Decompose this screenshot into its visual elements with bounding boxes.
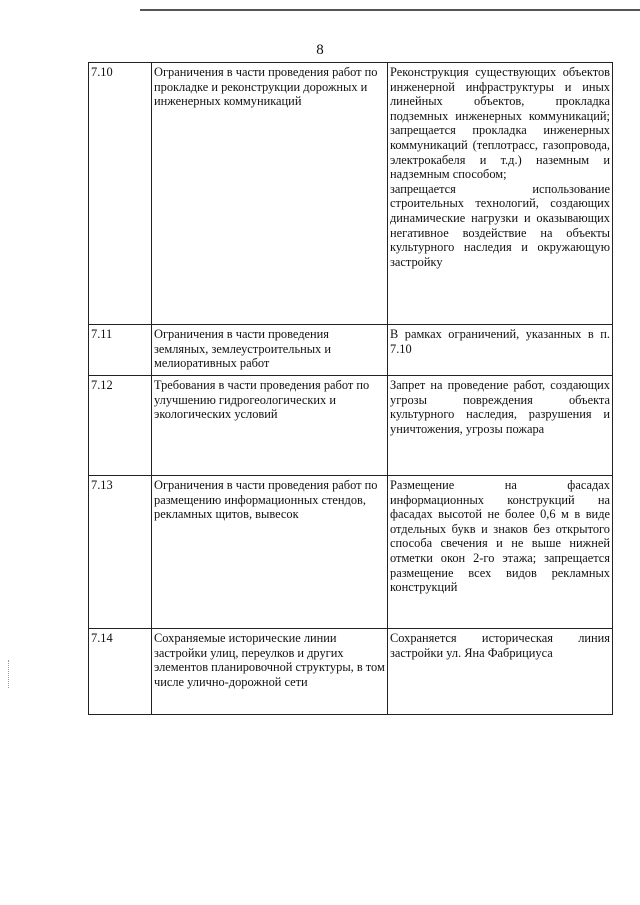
row-number: 7.12	[89, 376, 152, 476]
row-description	[388, 325, 613, 376]
description-paragraph: В рамках ограничений, указанных в п. 7.10	[390, 327, 610, 356]
description-paragraph: Запрет на проведение работ, создающих угрозы повреждения объекта культурного наследия, разрушения и уничтожения, угрозы пожара	[390, 378, 610, 436]
row-title: Ограничения в части проведения работ по прокладке и реконструкции дорожных и инженерных коммуникаций	[152, 63, 388, 325]
description-paragraph: запрещается использование строительных технологий, создающих динамические нагрузки и оказывающих негативное воздействие на объекты культурного наследия и окружающую застройку	[390, 181, 610, 269]
table-row	[89, 376, 613, 476]
top-border-line	[140, 9, 640, 11]
row-title: Требования в части проведения работ по улучшению гидрогеологических и экологических условий	[152, 376, 388, 476]
table-row	[89, 63, 613, 325]
table-row	[89, 629, 613, 715]
description-paragraph: Размещение на фасадах информационных конструкций на фасадах высотой не более 0,6 м в виде отдельных букв и знаков без открытого способа свечения и не выше нижней отметки окон 2-го этажа; запрещается размещение всех видов рекламных конструкций	[390, 478, 610, 595]
row-title: Сохраняемые исторические линии застройки улиц, переулков и других элементов планировочной структуры, в том числе улично-дорожной сети	[152, 629, 388, 715]
page-number: 8	[316, 42, 324, 58]
restrictions-table	[88, 62, 613, 715]
table-row	[89, 325, 613, 376]
row-description	[388, 63, 613, 325]
margin-mark	[8, 660, 10, 688]
row-number: 7.10	[89, 63, 152, 325]
row-description	[388, 376, 613, 476]
row-number: 7.14	[89, 629, 152, 715]
row-number: 7.11	[89, 325, 152, 376]
description-paragraph: Сохраняется историческая линия застройки ул. Яна Фабрициуса	[390, 631, 610, 660]
table-row	[89, 476, 613, 629]
row-title: Ограничения в части проведения земляных, землеустроительных и мелиоративных работ	[152, 325, 388, 376]
row-title: Ограничения в части проведения работ по размещению информационных стендов, рекламных щитов, вывесок	[152, 476, 388, 629]
row-description	[388, 629, 613, 715]
row-number: 7.13	[89, 476, 152, 629]
description-paragraph: Реконструкция существующих объектов инженерной инфраструктуры и иных линейных объектов, прокладка подземных инженерных коммуникаций; запрещается прокладка инженерных коммуникаций (теплотрасс, газопровода, электрокабеля и т.д.) наземным и надземным способом;	[390, 65, 610, 182]
row-description	[388, 476, 613, 629]
